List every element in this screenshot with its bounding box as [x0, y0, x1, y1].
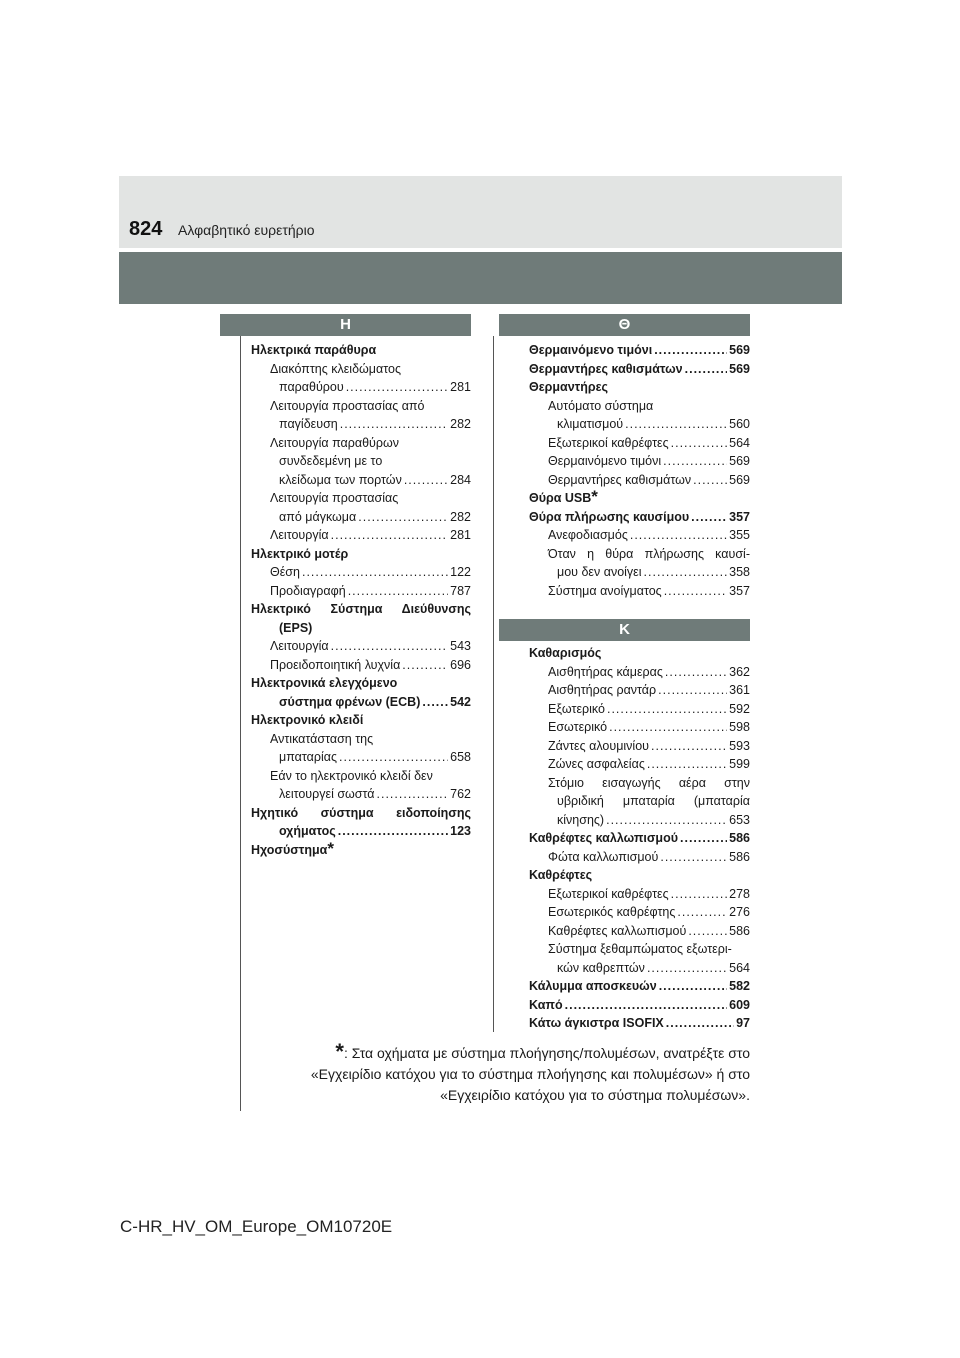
index-entry-label: μου δεν ανοίγει	[557, 565, 642, 579]
page-number: 824	[129, 218, 163, 240]
index-entry-label: μπαταρίας	[279, 750, 338, 764]
page-ref: 284	[450, 472, 471, 487]
index-entry	[529, 903, 750, 922]
index-entry	[251, 415, 471, 434]
leader-dots	[630, 526, 727, 545]
index-entry	[251, 822, 471, 841]
leader-dots	[677, 903, 727, 922]
leader-dots	[664, 582, 727, 601]
index-entry-label: Εξωτερικοί καθρέφτες	[548, 435, 669, 450]
page-ref: 560	[729, 417, 750, 431]
page-ref: 569	[729, 361, 750, 376]
index-entry-label: Λειτουργία προστασίας από	[270, 398, 425, 413]
index-entry	[251, 360, 471, 379]
index-entry-label: κλιματισμού	[557, 417, 624, 431]
index-entry-label: Θύρα USB	[529, 491, 592, 505]
page-ref: 542	[450, 694, 471, 709]
leader-dots	[671, 434, 728, 453]
page-ref: 586	[729, 849, 750, 864]
leader-dots	[665, 663, 727, 682]
index-entry-label: Ηχητικό σύστημα ειδοποίησης	[251, 805, 471, 820]
index-entry-label: Καθρέφτες καλλωπισμού	[548, 923, 687, 938]
page-ref: 609	[729, 997, 750, 1012]
index-entry-label: συνδεδεμένη με το	[279, 454, 383, 468]
leader-dots	[348, 582, 448, 601]
page-ref: 278	[729, 886, 750, 901]
index-entry-label: Ηλεκτρονικά ελεγχόμενο	[251, 676, 398, 690]
leader-dots	[606, 811, 727, 830]
index-entry	[529, 1014, 750, 1033]
index-entry-label: Σύστημα ξεθαμπώματος εξωτερι-	[548, 942, 732, 956]
index-entry-label: Θερμαινόμενο τιμόνι	[548, 454, 662, 468]
document-code: C-HR_HV_OM_Europe_OM10720E	[120, 1217, 393, 1236]
index-entry-label: σύστημα φρένων (ECB)	[279, 694, 421, 709]
index-entry-label: Διακόπτης κλειδώματος	[270, 361, 401, 376]
index-entry	[529, 755, 750, 774]
leader-dots	[565, 996, 728, 1015]
index-entry-label: Λειτουργία	[270, 528, 329, 542]
page-ref: 282	[450, 417, 471, 431]
page-ref: 355	[729, 528, 750, 542]
page-ref: 592	[729, 701, 750, 716]
index-entry-label: υβριδική μπαταρία (μπαταρία	[557, 794, 750, 808]
left-column-rule	[240, 336, 241, 1111]
leader-dots	[693, 471, 727, 490]
page-ref: 276	[729, 905, 750, 919]
page-ref: 358	[729, 565, 750, 579]
index-entry-label: Θερμαντήρες καθισμάτων	[548, 472, 692, 487]
index-entry	[529, 452, 750, 471]
index-entry-label: Προδιαγραφή	[270, 583, 346, 598]
page-ref: 281	[450, 380, 471, 394]
footnote-line-3: «Εγχειρίδιο κατόχου για το σύστημα πολυμέσων».	[440, 1086, 750, 1103]
leader-dots	[654, 341, 727, 360]
index-entry	[529, 866, 750, 885]
page-ref: 122	[450, 565, 471, 579]
leader-dots	[658, 681, 727, 700]
index-entry-label: Αυτόματο σύστημα	[548, 398, 654, 413]
leader-dots	[338, 822, 448, 841]
index-entry	[529, 811, 750, 830]
index-entry	[529, 397, 750, 416]
index-entry	[251, 582, 471, 601]
index-entry	[251, 397, 471, 416]
section-heading-theta: Θ	[499, 314, 750, 336]
page-ref: 586	[729, 923, 750, 938]
index-entry	[529, 718, 750, 737]
leader-dots	[377, 785, 449, 804]
index-entry	[529, 471, 750, 490]
leader-dots	[680, 829, 727, 848]
index-entry-label: Λειτουργία παραθύρων	[270, 435, 400, 450]
index-entry: Ηχοσύστημα *	[251, 838, 334, 858]
index-entry-label: Ηλεκτρικό μοτέρ	[251, 546, 349, 561]
index-entry-label: Ηλεκτρικό Σύστημα Διεύθυνσης	[251, 602, 471, 616]
page-title: Αλφαβητικό ευρετήριο	[178, 222, 315, 238]
index-entry	[529, 526, 750, 545]
index-entry-label: παραθύρου	[279, 380, 344, 394]
index-entry-label: Εσωτερικός καθρέφτης	[548, 905, 676, 919]
index-entry-label: κών καθρεπτών	[557, 960, 645, 975]
leader-dots	[688, 922, 727, 941]
leader-dots	[609, 718, 727, 737]
index-column-kappa	[529, 644, 750, 1033]
index-entry	[529, 940, 750, 959]
leader-dots	[625, 415, 727, 434]
index-entry-label: Στόμιο εισαγωγής αέρα στην	[548, 775, 750, 790]
index-column-eta	[251, 341, 471, 859]
index-column-theta	[529, 341, 750, 600]
index-entry	[529, 737, 750, 756]
page-ref: 543	[450, 639, 471, 653]
index-entry	[529, 700, 750, 719]
index-entry-label: (EPS)	[279, 620, 313, 635]
index-entry	[529, 360, 750, 379]
index-entry-label: Ζάντες αλουμινίου	[548, 738, 649, 753]
page-ref: 569	[729, 343, 750, 357]
leader-dots	[404, 471, 448, 490]
leader-dots	[647, 755, 727, 774]
index-entry	[529, 415, 750, 434]
footnote-line-1: *: Στα οχήματα με σύστημα πλοήγησης/πολυμέσων, ανατρέξτε στο	[335, 1039, 750, 1064]
page-ref: 599	[729, 757, 750, 771]
leader-dots	[358, 508, 448, 527]
index-entry-label: Φώτα καλλωπισμού	[548, 849, 659, 864]
leader-dots	[340, 415, 448, 434]
page-ref: 569	[729, 454, 750, 468]
leader-dots	[660, 848, 727, 867]
index-entry	[529, 508, 750, 527]
index-entry	[529, 774, 750, 793]
index-entry-label: Θερμαντήρες	[529, 380, 609, 394]
leader-dots	[402, 656, 448, 675]
index-entry-label: Θερμαινόμενο τιμόνι	[529, 343, 653, 357]
index-entry	[529, 885, 750, 904]
index-entry-label: κλείδωμα των πορτών	[279, 472, 402, 487]
index-entry	[251, 730, 471, 749]
index-entry	[251, 785, 471, 804]
page-ref: 97	[736, 1016, 750, 1030]
index-entry	[251, 711, 471, 730]
index-entry	[251, 767, 471, 786]
index-entry	[251, 489, 471, 508]
index-entry	[251, 471, 471, 490]
index-entry-label: Ηλεκτρονικό κλειδί	[251, 713, 364, 727]
page-ref: 564	[729, 435, 750, 450]
page-ref: 582	[729, 979, 750, 993]
index-entry	[251, 656, 471, 675]
page-ref: 357	[729, 509, 750, 524]
page-ref: 696	[450, 657, 471, 672]
index-entry-label: Ζώνες ασφαλείας	[548, 757, 645, 771]
index-entry	[529, 434, 750, 453]
index-entry	[529, 848, 750, 867]
index-entry	[251, 637, 471, 656]
index-entry	[529, 545, 750, 564]
page-ref: 658	[450, 750, 471, 764]
section-heading-kappa: Κ	[499, 619, 750, 641]
index-entry	[529, 829, 750, 848]
index-entry	[251, 693, 471, 712]
index-entry	[251, 545, 471, 564]
leader-dots	[659, 977, 727, 996]
page-ref: 362	[729, 664, 750, 679]
index-entry	[251, 378, 471, 397]
leader-dots	[302, 563, 448, 582]
index-entry-label: Εάν το ηλεκτρονικό κλειδί δεν	[270, 768, 433, 783]
index-entry-label: Θερμαντήρες καθισμάτων	[529, 361, 683, 376]
index-entry: Θύρα USB *	[529, 487, 598, 506]
footnote	[262, 1041, 750, 1106]
index-entry	[529, 341, 750, 360]
page-ref: 564	[729, 960, 750, 975]
index-entry	[251, 674, 471, 693]
leader-dots	[671, 885, 728, 904]
index-entry	[529, 996, 750, 1015]
index-entry-label: Λειτουργία προστασίας	[270, 491, 399, 505]
leader-dots	[331, 526, 449, 545]
footnote-line-2: «Εγχειρίδιο κατόχου για το σύστημα πλοήγησης και πολυμέσων» ή στο	[310, 1065, 750, 1082]
index-entry-label: Αντικατάσταση της	[270, 731, 374, 746]
leader-dots	[607, 700, 727, 719]
index-entry	[251, 563, 471, 582]
leader-dots	[666, 1014, 734, 1033]
index-entry	[251, 804, 471, 823]
page-ref: 787	[450, 583, 471, 598]
leader-dots	[644, 563, 728, 582]
index-entry-label: Καθαρισμός	[529, 646, 602, 660]
index-entry-label: Κάτω άγκιστρα ISOFIX	[529, 1016, 664, 1030]
index-entry	[529, 922, 750, 941]
index-entry-label: Θέση	[270, 565, 300, 579]
page-ref: 569	[729, 472, 750, 487]
leader-dots	[691, 508, 727, 527]
header-band	[119, 252, 842, 304]
index-entry-label: κίνησης)	[557, 812, 605, 827]
index-entry-label: Λειτουργία	[270, 639, 329, 653]
leader-dots	[685, 360, 728, 379]
page-ref: 282	[450, 509, 471, 524]
index-entry-label: Αισθητήρας ραντάρ	[548, 683, 657, 697]
index-entry-label: Όταν η θύρα πλήρωσης καυσί-	[548, 546, 750, 561]
index-entry-label: Προειδοποιητική λυχνία	[270, 657, 401, 672]
footnote-star: *	[335, 1039, 344, 1064]
index-entry	[529, 959, 750, 978]
leader-dots	[422, 693, 448, 712]
leader-dots	[651, 737, 727, 756]
page-ref: 653	[729, 812, 750, 827]
page-header	[119, 176, 842, 248]
index-entry	[251, 434, 471, 453]
index-entry	[251, 619, 471, 638]
index-entry-label: λειτουργεί σωστά	[279, 787, 375, 801]
index-entry-label: Κάλυμμα αποσκευών	[529, 979, 657, 993]
index-entry-label: Ηχοσύστημα	[251, 842, 328, 857]
leader-dots	[663, 452, 727, 471]
leader-dots	[339, 748, 448, 767]
index-entry-label: Καπό	[529, 997, 563, 1012]
index-entry-label: Εσωτερικό	[548, 720, 608, 734]
page-ref: 598	[729, 720, 750, 734]
index-entry-label: από μάγκωμα	[279, 509, 357, 524]
index-entry	[529, 977, 750, 996]
index-entry-label: Θύρα πλήρωσης καυσίμου	[529, 509, 690, 524]
index-entry	[251, 452, 471, 471]
page-ref: 361	[729, 683, 750, 697]
page-ref: 593	[729, 738, 750, 753]
index-entry	[529, 644, 750, 663]
index-entry-label: οχήματος	[279, 824, 336, 838]
leader-dots	[346, 378, 448, 397]
index-entry	[251, 748, 471, 767]
index-entry-label: παγίδευση	[279, 417, 338, 431]
index-entry-label: Ηλεκτρικά παράθυρα	[251, 343, 377, 357]
index-entry	[529, 681, 750, 700]
index-entry-label: Καθρέφτες	[529, 868, 593, 882]
index-entry	[529, 663, 750, 682]
index-entry-label: Ανεφοδιασμός	[548, 528, 628, 542]
middle-column-rule	[493, 336, 494, 1032]
section-heading-eta: Η	[220, 314, 471, 336]
index-entry-label: Σύστημα ανοίγματος	[548, 583, 662, 598]
index-entry	[529, 792, 750, 811]
page-ref: 123	[450, 824, 471, 838]
page-ref: 357	[729, 583, 750, 598]
index-entry	[251, 508, 471, 527]
index-entry	[251, 526, 471, 545]
index-entry-label: Καθρέφτες καλλωπισμού	[529, 831, 678, 845]
leader-dots	[647, 959, 727, 978]
index-entry-label: Εξωτερικό	[548, 701, 605, 716]
leader-dots	[331, 637, 449, 656]
index-entry-label: Εξωτερικοί καθρέφτες	[548, 886, 669, 901]
index-entry	[529, 378, 750, 397]
index-entry	[529, 563, 750, 582]
index-entry	[529, 582, 750, 601]
page-ref: 281	[450, 528, 471, 542]
index-entry	[251, 600, 471, 619]
page-ref: 762	[450, 787, 471, 801]
page-ref: 586	[729, 831, 750, 845]
index-entry-label: Αισθητήρας κάμερας	[548, 664, 663, 679]
index-entry	[251, 341, 471, 360]
